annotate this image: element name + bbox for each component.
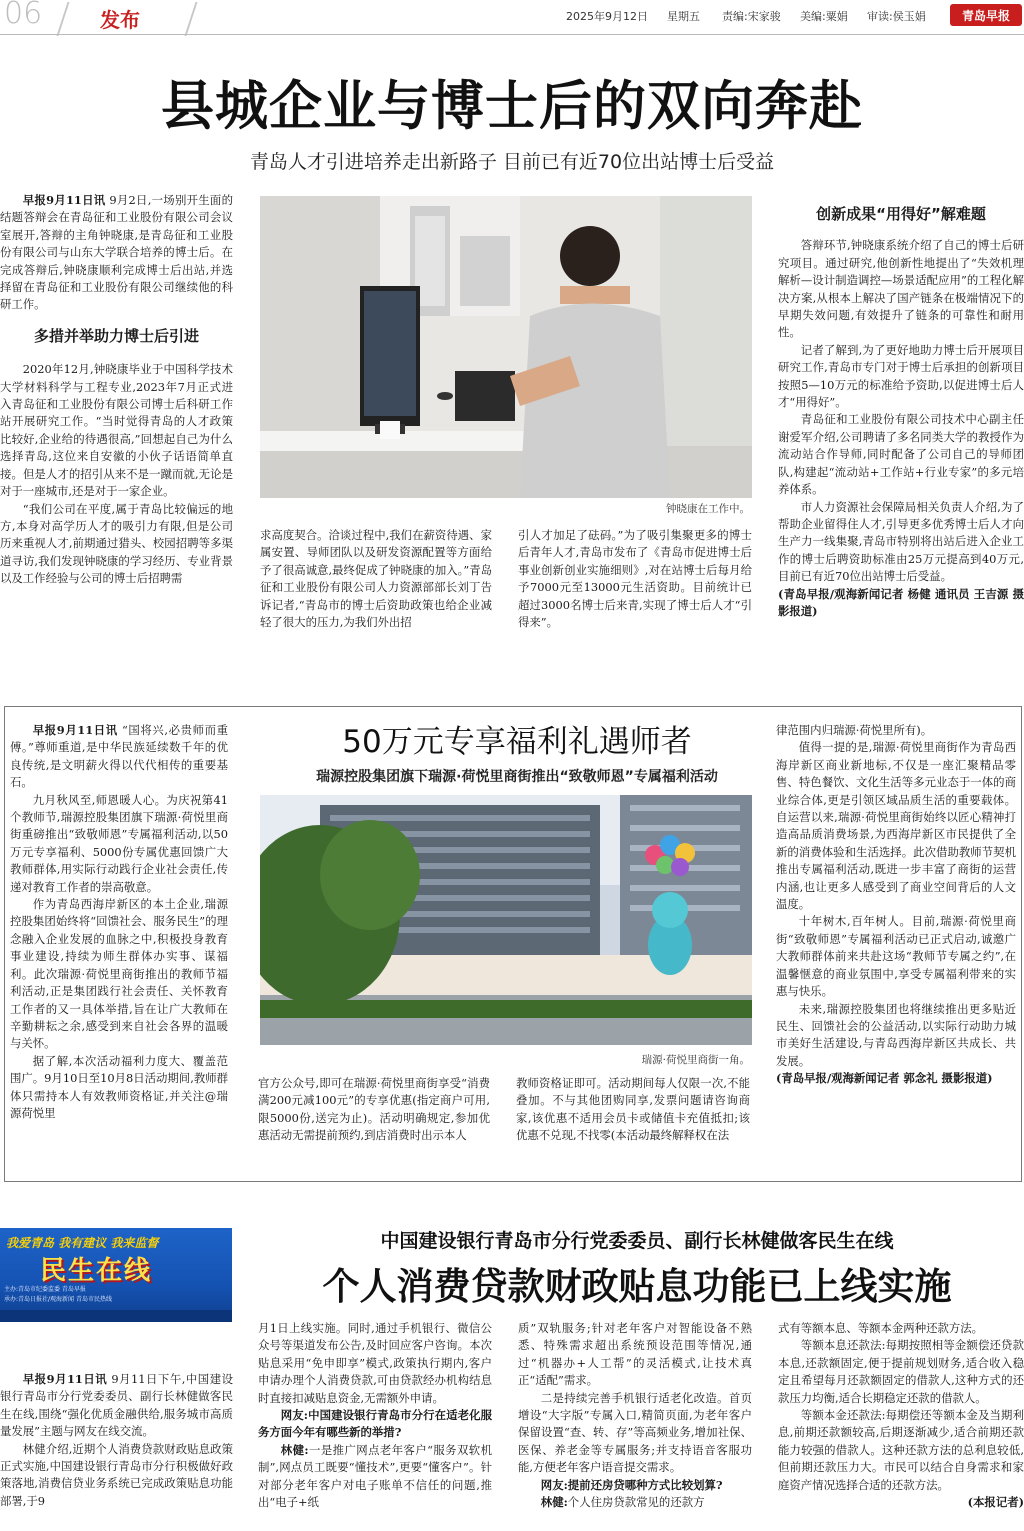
issue-date: 2025年9月12日: [566, 10, 648, 23]
paragraph: 求高度契合。洽谈过程中,我们在薪资待遇、家属安置、导师团队以及研发资源配置等方面给予了很高诚意,最终促成了钟晓康的加入。”青岛征和工业股份有限公司人力资源部部长刘丁告诉记者,“青岛市的博士后资助政策也给企业减轻了很大的压力,为我们外出招: [260, 528, 492, 630]
story2-photo-commercial-street: [260, 795, 752, 1045]
banner-title: 民生在线: [40, 1256, 153, 1286]
story1-column-1: [0, 192, 233, 652]
paragraph: 记者了解到,为了更好地助力博士后开展项目研究工作,青岛市专门对于博士后承担的创新项目按照5—10万元的标准给予资助,以促进博士后人才“用得好”。: [778, 342, 1024, 410]
story1-photo-worker-at-computer: [260, 196, 752, 498]
banner-strip: [0, 1310, 232, 1322]
logo-text: 青岛早报: [961, 8, 1010, 23]
paragraph: 教师资格证即可。活动期间每人仅限一次,不能叠加。不与其他团购同享,发票问题请咨询商家,该优惠不适用会员卡或储值卡充值抵扣;该优惠不兑现,不找零(本活动最终解释权在法: [516, 1076, 750, 1143]
banner-organizer: 承办:青岛日报社/观海新闻 青岛市民热线: [4, 1296, 112, 1303]
proofreader-credit: 审读:侯玉娟: [867, 10, 926, 23]
paragraph: 青岛征和工业股份有限公司技术中心副主任谢爱军介绍,公司聘请了多名同类大学的教授作为流动站合作导师,同时配备了公司自己的导师团队,构建起“流动站+工作站+行业专家”的多元培养体系。: [778, 412, 1024, 497]
story1-subheadline: 青岛人才引进培养走出新路子 目前已有近70位出站博士后受益: [249, 151, 775, 173]
paragraph: “我们公司在平度,属于青岛比较偏远的地方,本身对高学历人才的吸引力有限,但是公司历来重视人才,前期通过猎头、校园招聘等多渠道寻访,我们发现钟晓康的学习经历、专业背景以及工作经验与公司的博士后招聘需: [0, 501, 233, 586]
paragraph: 式有等额本息、等额本金两种还款方法。: [778, 1321, 984, 1335]
story2-column-2: [258, 1075, 490, 1167]
story1-headline: 县城企业与博士后的双向奔赴: [161, 76, 863, 137]
story3-column-3: [518, 1320, 752, 1531]
story1-subhead-2: 创新成果“用得好”解难题: [816, 205, 986, 223]
story2-photo-caption: 瑞源·荷悦里商街一角。: [641, 1054, 750, 1066]
paragraph: 等额本息还款法:每期按照相等金额偿还贷款本息,还款额固定,便于提前规划财务,适合收入稳定且希望每月还款额固定的借款人,这种方式的还款压力均衡,适合长期稳定还款的借款人。: [778, 1338, 1024, 1405]
story3-column-1: [0, 1371, 233, 1531]
paragraph: 律范围内归瑞源·荷悦里所有)。: [776, 723, 933, 737]
story3-column-4: [778, 1320, 1024, 1531]
story3-pre-headline: 中国建设银行青岛市分行党委委员、副行长林健做客民生在线: [380, 1230, 894, 1252]
dateline: 早报9月11日讯: [32, 723, 118, 737]
dateline: 早报9月11日讯: [22, 193, 106, 207]
designer-credit: 美编:粟娟: [800, 10, 848, 23]
paragraph: 作为青岛西海岸新区的本土企业,瑞源控股集团始终将“回馈社会、服务民生”的理念融入企业发展的血脉之中,积极投身教育事业建设,持续为师生群体办实事、谋福利。此次瑞源·荷悦里商街推出的教师节福利活动,正是集团践行社会责任、关怀教育工作者的又一具体举措,旨在让广大教师在辛勤耕耘之余,感受到来自社会各界的温暖与关怀。: [10, 897, 228, 1051]
section-title: 发布: [100, 8, 140, 32]
newspaper-logo: [950, 4, 1022, 26]
story1-byline: (青岛早报/观海新闻记者 杨健 通讯员 王吉源 摄影报道): [778, 586, 1024, 618]
issue-weekday: 星期五: [667, 10, 700, 23]
paragraph: 月1日上线实施。同时,通过手机银行、微信公众号等渠道发布公告,及时回应客户咨询。本次贴息采用“免申即享”模式,政策执行期内,客户申请办理个人消费贷款,可由贷款经办机构结息时直接扣减贴息资金,无需额外申请。: [258, 1321, 492, 1405]
question: 网友:提前还房贷哪种方式比较划算?: [540, 1477, 723, 1492]
story1-column-3: [518, 527, 752, 653]
paragraph: 官方公众号,即可在瑞源·荷悦里商街享受“消费满200元减100元”的专享优惠(指定商户可用,限5000份,送完为止)。活动明确规定,参加优惠活动无需提前预约,到店消费时出示本人: [258, 1076, 490, 1143]
paragraph: 一是推广网点老年客户“服务双软机制”,网点员工既要“懂技术”,更要“懂客户”。针对部分老年客户对电子账单不信任的问题,推出“电子+纸: [258, 1442, 492, 1510]
answer-speaker: 林健:: [540, 1495, 568, 1510]
header-divider: [56, 2, 69, 36]
story3-column-2: [258, 1320, 492, 1531]
paragraph: 据了解,本次活动福利力度大、覆盖范围广。9月10日至10月8日活动期间,教师群体只需持本人有效教师资格证,并关注@瑞源荷悦里: [10, 1053, 228, 1120]
paragraph: 值得一提的是,瑞源·荷悦里商街作为青岛西海岸新区商业新地标,不仅是一座汇聚精品零售、特色餐饮、文化生活等多元业态于一体的商业综合体,更是引领区域品质生活的重要载体。自运营以来,瑞源·荷悦里商街始终以匠心精神打造高品质消费场景,为西海岸新区市民提供了全新的消费体验和生活选择。此次借助教师节契机推出专属福利活动,既进一步丰富了商街的运营内涵,也让更多人感受到了商业空间背后的人文温度。: [776, 740, 1016, 912]
answer-speaker: 林健:: [280, 1442, 309, 1457]
story1-column-2: [260, 527, 492, 653]
story1-subhead-1: 多措并举助力博士后引进: [33, 326, 199, 345]
story2-headline: 50万元专享福利礼遇师者: [342, 724, 692, 760]
paragraph: 答辩环节,钟晓康系统介绍了自己的博士后研究项目。通过研究,他创新性地提出了“失效机理解析—设计制造调控—场景适配应用”的工程化解决方案,从根本上解决了国产链条在极端情况下的早期失效问题,有效提升了链条的可靠性和耐用性。: [778, 238, 1024, 340]
paragraph: 引人才加足了砝码。”为了吸引集聚更多的博士后青年人才,青岛市发布了《青岛市促进博士后事业创新创业实施细则》,对在站博士后每月给予7000元至13000元生活资助。目前统计已超过3000名博士后来青,实现了博士后人才“引得来”。: [518, 528, 752, 630]
story2-column-4: [776, 722, 1016, 1168]
story2-column-1: [10, 722, 228, 1162]
story3-headline: 个人消费贷款财政贴息功能已上线实施: [322, 1265, 952, 1308]
story2-column-3: [516, 1075, 750, 1167]
paragraph: 等额本金还款法:每期偿还等额本金及当期利息,前期还款额较高,后期逐渐减少,适合前期还款能力较强的借款人。这种还款方法的总利息较低,但前期还款压力大。市民可以结合自身需求和家庭资产情况选择合适的还款方法。: [778, 1408, 1024, 1492]
editor-credit: 责编:宋家骏: [722, 10, 781, 23]
story2-subheadline: 瑞源控股集团旗下瑞源·荷悦里商街推出“致敬师恩”专属福利活动: [316, 769, 718, 785]
story2-byline: (青岛早报/观海新闻记者 郭念礼 摄影报道): [776, 1071, 993, 1086]
story3-byline: (本报记者): [967, 1495, 1024, 1510]
paragraph: 九月秋风至,师恩暖人心。为庆祝第41个教师节,瑞源控股集团旗下瑞源·荷悦里商街重磅推出“致敬师恩”专属福利活动,以50万元专享福利、5000份专属优惠回馈广大教师群体,用实际行动践行企业社会责任,传递对教育工作者的崇高敬意。: [10, 792, 228, 894]
paragraph: “国将兴,必贵师而重傅。”尊师重道,是中华民族延续数千年的优良传统,是文明薪火得以代代相传的重要基石。: [10, 723, 228, 790]
minsheng-online-banner: [0, 1228, 232, 1322]
header-rule: [0, 34, 1024, 35]
banner-slogan: 我爱青岛 我有建议 我来监督: [6, 1236, 159, 1250]
paragraph: 9月11日下午,中国建设银行青岛市分行党委委员、副行长林健做客民生在线,围绕“强化优质金融供给,服务城市高质量发展”主题与网友在线交流。: [0, 1372, 233, 1439]
paragraph: 林健介绍,近期个人消费贷款财政贴息政策正式实施,中国建设银行青岛市分行积极做好政策落地,消费信贷业务系统已完成政策贴息功能部署,于9: [0, 1441, 233, 1508]
paragraph: 9月2日,一场别开生面的结题答辩会在青岛征和工业股份有限公司会议室展开,答辩的主角钟晓康,是青岛征和工业股份有限公司与山东大学联合培养的博士后。在完成答辩后,钟晓康顺利完成博士后出站,并选择留在青岛征和工业股份有限公司继续他的科研工作。: [0, 193, 233, 312]
header-divider: [184, 2, 197, 36]
paragraph: 二是持续完善手机银行适老化改造。首页增设“大字版”专属入口,精简页面,为老年客户保留设置“查、转、存”等高频业务,增加社保、医保、养老金等专属服务;并支持语音客服功能,方便老年客户语音提交需求。: [518, 1390, 752, 1475]
page-number: 06: [4, 0, 43, 31]
story1-photo-caption: 钟晓康在工作中。: [666, 503, 750, 515]
question: 网友:中国建设银行青岛市分行在适老化服务方面今年有哪些新的举措?: [258, 1408, 492, 1440]
banner-organizer: 主办:青岛市纪委监委 青岛早报: [4, 1286, 86, 1293]
paragraph: 2020年12月,钟晓康毕业于中国科学技术大学材料科学与工程专业,2023年7月正式进入青岛征和工业股份有限公司博士后科研工作站开展研究工作。“当时觉得青岛的人才政策比较好,企业给的待遇很高,”回想起自己为什么选择青岛,这位来自安徽的小伙子话语简单直接。但是人才的招引从来不是一蹴而就,无论是对于一座城市,还是对于一家企业。: [0, 362, 233, 499]
paragraph: 市人力资源社会保障局相关负责人介绍,为了帮助企业留得住人才,引导更多优秀博士后人才向生产力一线集聚,青岛市特别将出站后进入企业工作的博士后聘资助标准由25万元提高到40万元,目前已有近70位出站博士后受益。: [778, 499, 1024, 584]
paragraph: 十年树木,百年树人。目前,瑞源·荷悦里商街“致敬师恩”专属福利活动已正式启动,诚邀广大教师群体前来共赴这场“教师节专属之约”,在温馨惬意的商业氛围中,享受专属福利带来的实惠与快乐。: [776, 914, 1016, 999]
dateline: 早报9月11日讯: [22, 1372, 108, 1386]
story1-column-4: [778, 202, 1024, 654]
paragraph: 未来,瑞源控股集团也将继续推出更多贴近民生、回馈社会的公益活动,以实际行动助力城市美好生活建设,与青岛西海岸新区共成长、共发展。: [776, 1001, 1016, 1068]
paragraph: 质”双轨服务;针对老年客户对智能设备不熟悉、特殊需求超出系统预设范围等情况,通过“机器办+人工帮”的灵活模式,让技术真正“适配”需求。: [518, 1321, 752, 1388]
paragraph: 个人住房贷款常见的还款方: [567, 1495, 705, 1510]
